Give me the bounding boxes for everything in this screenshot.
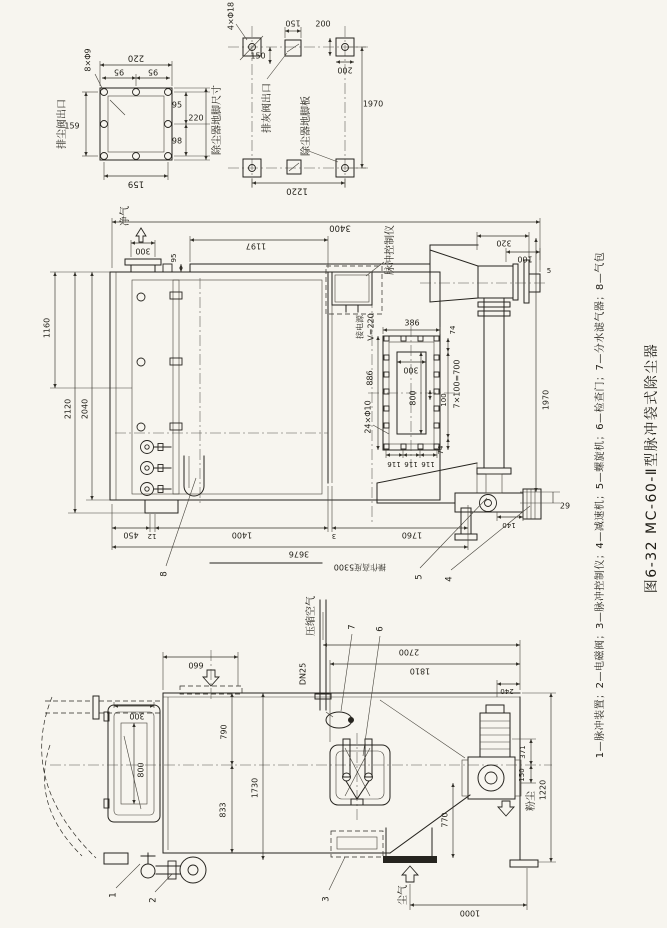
- pulse-valve: [141, 483, 154, 496]
- flange-holes-label: 8×Φ9: [83, 48, 93, 72]
- bag-chamber: [132, 280, 322, 494]
- dim-left-2040: 2040: [80, 398, 90, 420]
- dim-1220: 1220: [538, 779, 548, 801]
- dim-top-660: 660: [188, 660, 204, 670]
- compressed-air-label: 压缩空气: [306, 596, 317, 636]
- dim-flange-5: 5: [546, 267, 552, 275]
- figure-caption-block: [593, 252, 660, 758]
- dim-door-800-end: 800: [136, 762, 146, 778]
- dim-door-74-top: 74: [449, 325, 457, 335]
- hopper: [377, 463, 477, 503]
- dim-door-74-bot: 74: [437, 445, 445, 455]
- dim-flange-95b: 95: [147, 67, 159, 77]
- footprint-view: [210, 2, 383, 196]
- dim-door-300-end: 300: [129, 711, 145, 721]
- callout-3: 3: [321, 896, 332, 902]
- clean-gas-outlet-flange: [125, 259, 161, 265]
- dim-foot-1220: 1220: [286, 185, 308, 196]
- callout-4: 4: [444, 576, 455, 582]
- dim-top-240: 240: [500, 687, 514, 695]
- pulse-controller-label: 脉冲控制仪: [385, 225, 396, 275]
- screw-conveyor-housing: [468, 757, 515, 799]
- pipe-flange: [513, 264, 518, 300]
- operating-height-label: 操作高度5300: [333, 562, 387, 572]
- dim-top-2700: 2700: [398, 647, 420, 657]
- dim-door-116a: 116: [387, 460, 401, 468]
- dim-roof-95: 95: [170, 253, 178, 263]
- door-holes-label: 24×Φ10: [363, 400, 373, 434]
- dim-door-386: 386: [404, 318, 420, 328]
- solenoid-valve: [141, 864, 155, 878]
- dim-door-800: 800: [408, 390, 418, 406]
- foot-plate-label: 除尘器地脚板: [301, 96, 312, 156]
- dim-flange-159-left: 159: [64, 121, 80, 131]
- down-pipe: [484, 298, 504, 468]
- support-foot: [510, 860, 538, 867]
- figure-caption: 图6-32 MC-60-Ⅱ型脉冲袋式除尘器: [644, 342, 660, 594]
- flow-arrow-icon: [402, 866, 418, 882]
- callout-8: 8: [159, 571, 170, 577]
- dim-step-29: 29: [559, 501, 571, 511]
- dim-right-1970: 1970: [541, 389, 551, 411]
- dim-flange-95r: 95: [171, 100, 183, 110]
- support-foot: [104, 853, 128, 864]
- power-voltage: V=220: [366, 313, 376, 341]
- dim-flange-98r: 98: [171, 136, 183, 146]
- side-flange: [93, 696, 99, 719]
- dim-790: 790: [219, 724, 229, 740]
- dim-foot-200a: 200: [315, 19, 331, 29]
- footprint-holes-label: 4×Φ18: [226, 1, 236, 31]
- dim-left-1160: 1160: [42, 317, 52, 339]
- callout-5: 5: [414, 574, 425, 580]
- dim-flange-220: 220: [127, 52, 145, 63]
- clean-gas-label: 净气: [120, 206, 131, 226]
- pulse-controller-box: [332, 272, 372, 305]
- support-foot: [145, 500, 178, 513]
- pulse-valve: [141, 441, 154, 454]
- air-bag: [184, 456, 204, 496]
- controller-dashed-outline: [326, 266, 382, 314]
- dim-foot-1970: 1970: [362, 99, 384, 109]
- pipe-size-label: DN25: [298, 662, 308, 686]
- front-view: [43, 206, 571, 582]
- dim-left-2120: 2120: [63, 398, 73, 420]
- figure-legend: 1—脉冲装置；2—电磁阀；3—脉冲控制仪；4—减速机；5—螺旋机；6—检查门；7—分水滤气器；8—气包: [595, 251, 606, 759]
- dim-top-1810: 1810: [409, 666, 431, 676]
- dim-outlet-100: 100: [517, 254, 533, 264]
- dim-371: 371: [519, 745, 527, 759]
- screw-conveyor-housing: [455, 493, 523, 512]
- footprint-view-title: 除尘器地脚尺寸: [212, 85, 223, 155]
- dim-flange-95a: 95: [113, 67, 125, 77]
- dim-foot-150b: 150: [250, 51, 266, 61]
- flange-view-title: 排尘阀出口: [57, 99, 68, 149]
- dim-flange-159-bottom: 159: [127, 178, 145, 189]
- dim-base-3676: 3676: [288, 549, 310, 559]
- dim-outlet-320: 320: [496, 238, 512, 248]
- dim-1730: 1730: [250, 777, 260, 799]
- dim-door-100: 100: [440, 393, 448, 407]
- dim-roof-1197: 1197: [245, 241, 267, 251]
- outlet-cone: [430, 250, 478, 302]
- pipe-flange: [524, 260, 529, 303]
- dim-base-3: 3: [331, 532, 337, 540]
- dim-door-116b: 116: [404, 460, 418, 468]
- pulse-device: [180, 857, 206, 883]
- dim-door-116c: 116: [421, 460, 435, 468]
- flow-arrow-icon: [498, 801, 514, 816]
- inlet-flange: [383, 856, 437, 863]
- flow-arrow-icon: [136, 228, 146, 242]
- pulse-valve: [141, 462, 154, 475]
- dim-outlet-300: 300: [135, 246, 151, 256]
- dust-out-label: 粉尘: [526, 791, 537, 811]
- power-label: 接电源: [355, 315, 365, 339]
- dim-door-300: 300: [403, 365, 419, 375]
- dim-770: 770: [440, 812, 450, 828]
- dim-833: 833: [218, 802, 228, 818]
- end-view: [42, 596, 556, 918]
- dim-foot-200b: 200: [337, 65, 353, 75]
- dim-door-886: 886: [365, 370, 375, 386]
- hopper-slant: [390, 795, 470, 853]
- dim-door-7x100: 7×100=700: [452, 359, 462, 409]
- dim-overall-3400: 3400: [329, 222, 351, 233]
- check-door: [330, 745, 390, 805]
- dim-base-1760: 1760: [401, 530, 423, 540]
- callout-6: 6: [375, 626, 386, 632]
- door-swing-arc: [42, 697, 96, 858]
- flange-detail-view: [55, 48, 210, 188]
- dim-foot-150a: 150: [285, 18, 301, 28]
- ash-outlet-label: 排灰阀出口: [262, 83, 273, 133]
- dim-base-450: 450: [123, 530, 139, 540]
- dim-base-12: 12: [147, 532, 157, 540]
- dim-base-1400: 1400: [231, 530, 253, 540]
- dim-foot-140: 140: [502, 521, 516, 529]
- dim-150: 150: [518, 768, 526, 782]
- door-swing-arc: [44, 745, 82, 856]
- dusty-gas-label: 尘气: [398, 885, 409, 905]
- dim-1000: 1000: [459, 908, 481, 918]
- callout-2: 2: [148, 897, 159, 903]
- reducer-motor: [523, 489, 541, 519]
- callout-1: 1: [108, 892, 119, 898]
- callout-7: 7: [347, 624, 358, 630]
- bolt-callout-leader: [95, 74, 103, 90]
- dim-flange-220r: 220: [188, 113, 204, 123]
